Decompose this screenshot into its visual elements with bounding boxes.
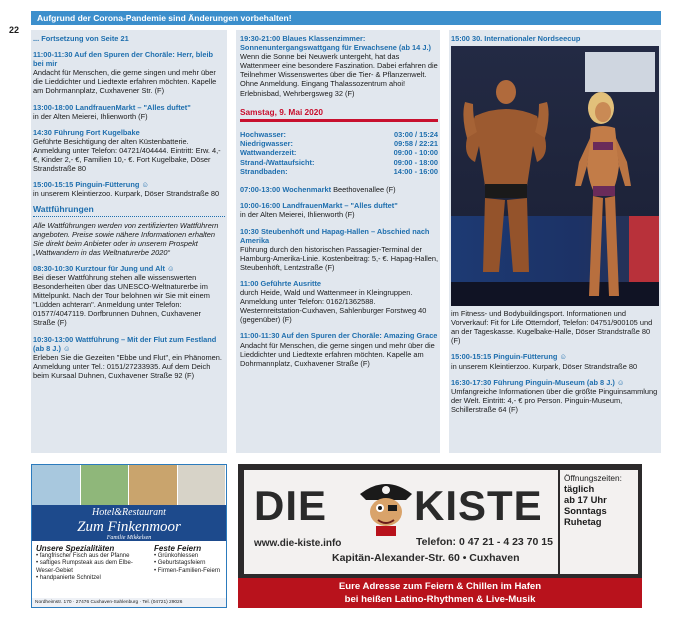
ad-address-footer: Nordheimstr. 170 · 27476 Cuxhaven-Sahlenburg · Tel. (04721) 29026 <box>32 598 226 607</box>
section-heading-wattfuehrungen: Wattführungen <box>33 205 225 216</box>
ad-hotel-line: Hotel&Restaurant <box>92 507 166 518</box>
tide-label: Niedrigwasser: <box>240 139 293 149</box>
event-item <box>33 335 225 380</box>
event-body: Beethovenallee (F) <box>331 185 396 195</box>
tide-value: 09:00 - 10:00 <box>393 148 438 158</box>
tide-row <box>240 148 438 157</box>
ad-telephone: Telefon: 0 47 21 - 4 23 70 15 <box>416 536 553 548</box>
tide-value: 14:00 - 16:00 <box>393 166 438 176</box>
event-item <box>240 331 438 367</box>
event-body: in der Alten Meierei, Ihlienworth (F) <box>33 111 148 121</box>
ad-hours-line: ab 17 Uhr <box>564 494 607 505</box>
ad-slogan-bar <box>238 578 642 608</box>
event-body: Erleben Sie die Gezeiten "Ebbe und Flut", ein Phänomen. Anmeldung unter Tel.: 0151/27233935. Auf dem Deich beim Kursaal Duhnen, Cuxhavener Straße 92 (F) <box>33 352 222 380</box>
ad-hours-line: täglich <box>564 483 595 494</box>
event-title: 15:00 30. Internationaler Nordseecup <box>451 34 581 43</box>
event-item <box>33 180 225 198</box>
event-title: 11:00-11:30 Auf den Spuren der Choräle: Herr, bleib bei mir <box>33 50 214 69</box>
event-title: 15:00-15:15 Pinguin-Fütterung ☺ <box>451 352 567 362</box>
date-heading: Samstag, 9. Mai 2020 <box>240 108 438 122</box>
event-item <box>240 201 438 219</box>
ad-specialty-item: • handpanierte Schnitzel <box>36 575 101 582</box>
ad-celebrations-title: Feste Feiern <box>154 544 202 553</box>
event-body: in unserem Kleintierzoo. Kurpark, Döser Strandstraße 80 <box>451 361 638 371</box>
ad-specialty-item: • fangfrischer Fisch aus der Pfanne <box>36 553 130 559</box>
tide-table <box>240 130 438 176</box>
event-item <box>240 279 438 324</box>
event-title: 19:30-21:00 Blaues Klassenzimmer: Sonnenuntergangswattgang für Erwachsene (ab 14 J.) <box>240 34 431 53</box>
event-body: Andacht für Menschen, die gerne singen und mehr über die Lieddichter und Liedtexte erfahren möchten. Kapelle am Dohrmannplatz, Cuxhavener Str. (F) <box>33 68 217 96</box>
event-body: Andacht für Menschen, die gerne singen und mehr über die Lieddichter und Liedtexte erfahren möchten. Kapelle am Dohrmannplatz, Cuxhavener Straße (F) <box>240 340 435 368</box>
event-title: 11:00-11:30 Auf den Spuren der Choräle: Amazing Grace <box>240 331 438 341</box>
event-title: 10:30 Steubenhöft und Hapag-Hallen – Abschied nach Amerika <box>240 226 430 245</box>
event-item <box>240 34 438 98</box>
tide-value: 03:00 / 15:24 <box>394 129 438 139</box>
events-column-3 <box>451 34 659 421</box>
ad-photo-strip <box>32 465 226 505</box>
events-column-2 <box>240 34 438 375</box>
restaurant-finkenmoor-ad <box>31 464 227 608</box>
event-item <box>33 128 225 173</box>
event-body: in der Alten Meierei, Ihlienworth (F) <box>240 210 355 220</box>
event-item <box>33 264 225 328</box>
pirate-mascot-icon <box>354 474 418 538</box>
ad-slogan-line: Eure Adresse zum Feiern & Chillen im Hafen <box>338 581 542 592</box>
male-bodybuilder-figure <box>461 76 551 276</box>
photo-caption: im Fitness- und Bodybuildingsport. Informationen und Vorverkauf: Fit for Life Otterndorf, Telefon: 04751/900105 und an der Tageskasse. Kugelbake-Halle, Döser Strandstraße 80 (F) <box>451 309 653 346</box>
bodybuilding-photo <box>451 46 659 306</box>
events-column-1 <box>33 34 225 387</box>
ad-specialties <box>36 544 152 583</box>
ad-slogan-line: bei heißen Latino-Rhythmen & Live-Musik <box>344 594 536 605</box>
ad-celebration-item: • Grünkohlessen <box>154 553 199 559</box>
ad-photo <box>81 465 129 505</box>
ad-specialty-item: • saftiges Rumpsteak aus dem Elbe-Weser-Gebiet <box>36 560 133 574</box>
event-body: Geführte Besichtigung der alten Küstenbatterie. Anmeldung unter Telefon: 04721/404444. Eintritt: Erw. 4,- €, Kinder 2,- €, Familien 10,- €. Fort Kugelbake, Döser Strandstraße 80 <box>33 136 221 174</box>
ad-celebrations <box>154 544 224 575</box>
ad-logo-panel <box>244 470 558 574</box>
tide-value: 09:00 - 18:00 <box>393 157 438 167</box>
ad-opening-hours <box>560 470 638 574</box>
event-item <box>33 103 225 121</box>
page-number: 22 <box>9 25 20 35</box>
event-body: Führung durch den historischen Passagier-Terminal der Hamburg-Amerika-Linie. Kostenbeitrag: 5,- €. Hapag-Hallen, Steubenhöft, Lentzstraße (F) <box>240 244 438 272</box>
event-body: Wenn die Sonne bei Neuwerk untergeht, hat das Wattenmeer eine besondere Faszination. Dabei erfahren die Teilnehmer Wissenswertes über die Tier- & Pflanzenwelt. Ohne Anmeldung. Eingang Thalassozentrum ahoi! Erlebnisbad, Wehrbergsweg 32 (F) <box>240 52 438 98</box>
event-item <box>451 378 659 414</box>
ad-family-line: Familie Mikkelsen <box>106 535 152 541</box>
die-kiste-ad <box>238 464 642 608</box>
tide-label: Wattwanderzeit: <box>240 148 297 158</box>
ad-celebration-item: • Firmen-Familien-Feiern <box>154 567 221 574</box>
event-body: Bei dieser Wattführung stehen alle wissenswerten Besonderheiten über das UNESCO-Weltnaturerbe im Mittelpunkt. Nach der Tour belohnen wir Sie mit einem "Lüdden achteran". Anmeldung unter Telefon: 01577/4047119. Dorfbrunnen Duhnen, Cuxhavener Straße (F) <box>33 272 210 328</box>
tide-value: 09:58 / 22:21 <box>394 139 438 149</box>
event-body: Umfangreiche Informationen über die größte Pinguinsammlung der Welt. Eintritt: 4,- € pro Person. Pinguin-Museum, Schillerstraße 64 (F) <box>451 386 658 414</box>
ad-celebration-item: • Geburtstagsfeiern <box>154 560 206 567</box>
event-title: 10:00-16:00 LandfrauenMarkt – "Alles duftet" <box>240 201 398 211</box>
tide-label: Strand-/Wattaufsicht: <box>240 157 315 167</box>
event-body: durch Heide, Wald und Wattenmeer in Kleingruppen. Anmeldung unter Telefon: 0162/1362588. Westernreitstation-Cuxhaven, Sahlenburger Forstweg 40 (gegenüber) (F) <box>240 288 427 325</box>
tide-row <box>240 130 438 139</box>
ad-logo-left: DIE <box>254 482 328 529</box>
event-title: 08:30-10:30 Kurztour für Jung und Alt ☺ <box>33 263 175 273</box>
event-title: 10:30-13:00 Wattführung – Mit der Flut zum Festland (ab 8 J.) ☺ <box>33 334 217 353</box>
tide-row <box>240 167 438 176</box>
female-athlete-figure <box>569 86 639 301</box>
ad-headline <box>32 505 226 541</box>
event-title: 14:30 Führung Fort Kugelbake <box>33 127 140 137</box>
event-title: 07:00-13:00 Wochenmarkt <box>240 185 332 195</box>
event-item <box>240 227 438 272</box>
continued-note: ... Fortsetzung von Seite 21 <box>33 34 129 43</box>
ad-hours-line: Sonntags <box>564 505 607 516</box>
ad-specialties-title: Unsere Spezialitäten <box>36 544 115 553</box>
event-item <box>451 352 659 370</box>
corona-banner: Aufgrund der Corona-Pandemie sind Änderungen vorbehalten! <box>31 11 661 25</box>
tide-row <box>240 139 438 148</box>
event-title: 13:00-18:00 LandfrauenMarkt – "Alles duftet" <box>33 102 191 112</box>
ad-restaurant-name: Zum Finkenmoor <box>77 519 181 535</box>
ad-address: Kapitän-Alexander-Str. 60 • Cuxhaven <box>332 552 520 564</box>
tide-label: Hochwasser: <box>240 129 287 139</box>
event-title: 11:00 Geführte Ausritte <box>240 278 322 288</box>
ad-photo <box>178 465 226 505</box>
event-title: 15:00-15:15 Pinguin-Fütterung ☺ <box>33 180 149 190</box>
ad-logo-right: KISTE <box>414 482 543 529</box>
ad-website: www.die-kiste.info <box>254 538 342 549</box>
event-item <box>33 50 225 95</box>
ad-photo <box>32 465 80 505</box>
ad-hours-title: Öffnungszeiten: <box>564 473 622 483</box>
tide-label: Strandbaden: <box>240 166 288 176</box>
event-item <box>240 185 438 194</box>
section-intro: Alle Wattführungen werden von zertifizierten Wattführern angeboten. Preise sowie nähere Informationen erhalten Sie direkt beim Anbieter oder in unserem Prospekt „Wattwandern in das Weltnaturerbe 2020“ <box>33 220 219 257</box>
ad-photo <box>129 465 177 505</box>
event-body: in unserem Kleintierzoo. Kurpark, Döser Strandstraße 80 <box>33 189 220 199</box>
event-title: 16:30-17:30 Führung Pinguin-Museum (ab 8 J.) ☺ <box>451 377 625 387</box>
ad-hours-line: Ruhetag <box>564 516 602 527</box>
tide-row <box>240 158 438 167</box>
